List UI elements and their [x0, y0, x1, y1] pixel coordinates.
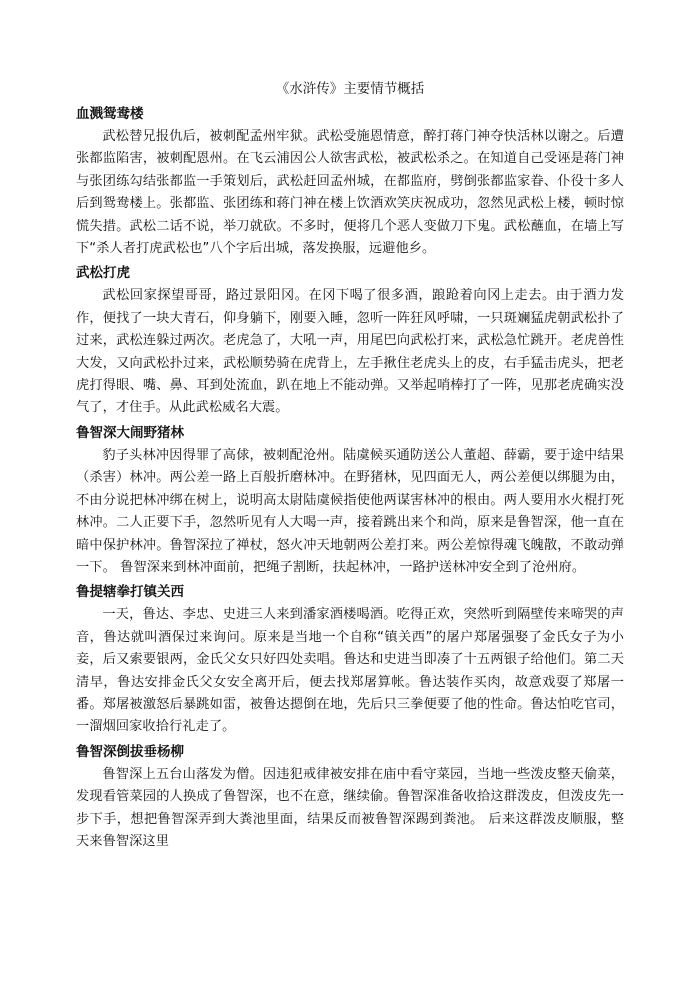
- section-blood-mandarin-duck-tower: [76, 104, 624, 260]
- section-wusong-fights-tiger: [76, 263, 624, 419]
- section-paragraph: 一天，鲁达、李忠、史进三人来到潘家酒楼喝酒。吃得正欢，突然听到隔壁传来啼哭的声音，鲁达就叫酒保过来询问。原来是当地一个自称“镇关西”的屠户郑屠强娶了金氏女子为小妾，后又索要银两，金氏父女只好四处卖唱。鲁达和史进当即凑了十五两银子给他们。第二天清早，鲁达安排金氏父女安全离开后，便去找郑屠算帐。鲁达装作买肉，故意戏耍了郑屠一番。郑屠被激怒后暴跳如雷，被鲁达摁倒在地，先后只三拳便要了他的性命。鲁达怕吃官司，一溜烟回家收拾行礼走了。: [76, 607, 624, 735]
- section-paragraph: 武松替兄报仇后，被刺配孟州牢狱。武松受施恩情意，醉打蒋门神夺快活林以谢之。后遭张都监陷害，被刺配恩州。在飞云浦因公人欲害武松，被武松杀之。在知道自己受诬是蒋门神与张团练勾结张都监一手策划后，武松赶回孟州城，在都监府，劈倒张都监家眷、仆役十多人后到鸳鸯楼上。张都监、张团练和蒋门神在楼上饮酒欢笑庆祝成功，忽然见武松上楼，顿时惊慌失措。武松二话不说，举刀就砍。不多时，便将几个恶人变做刀下鬼。武松蘸血，在墙上写下“杀人者打虎武松也”八个字后出城，落发换服，远避他乡。: [76, 129, 624, 257]
- section-heading: 血溅鸳鸯楼: [76, 106, 144, 122]
- section-heading: 鲁智深大闹野猪林: [76, 424, 184, 441]
- section-paragraph: 豹子头林冲因得罪了高俅，被刺配沧州。陆虞候买通防送公人董超、薛霸，要于途中结果（杀害）林冲。两公差一路上百般折磨林冲。在野猪林，见四面无人，两公差便以绑腿为由，不由分说把林冲绑在树上，说明高太尉陆虞候指使他两谋害林冲的根由。两人要用水火棍打死林冲。二人正要下手，忽然听见有人大喝一声，接着跳出来个和尚，原来是鲁智深，他一直在暗中保护林冲。鲁智深拉了禅杖，怒火冲天地朝两公差打来。两公差惊得魂飞魄散，不敢动弹一下。 鲁智深来到林冲面前，把绳子割断，扶起林冲，一路护送林冲安全到了沧州府。: [76, 447, 624, 575]
- section-lu-tixia-punches-zhenguanxi: [76, 582, 624, 738]
- section-heading: 武松打虎: [76, 265, 130, 282]
- section-uproots-willow: [76, 742, 624, 854]
- section-paragraph: 鲁智深上五台山落发为僧。因违犯戒律被安排在庙中看守菜园，当地一些泼皮整天偷菜，发现看管菜园的人换成了鲁智深，也不在意，继续偷。鲁智深准备收拾这群泼皮，但泼皮先一步下手，想把鲁智深弄到大粪池里面，结果反而被鲁智深踢到粪池。 后来这群泼皮顺服，整天来鲁智深这里: [76, 766, 624, 849]
- document-title: 《水浒传》主要情节概括: [275, 81, 425, 97]
- section-heading: 鲁智深倒拔垂杨柳: [76, 743, 184, 760]
- section-heading: 鲁提辖拳打镇关西: [76, 584, 184, 601]
- section-paragraph: 武松回家探望哥哥，路过景阳冈。在冈下喝了很多酒，踉跄着向冈上走去。由于酒力发作，便找了一块大青石，仰身躺下，刚要入睡，忽听一阵狂风呼啸，一只斑斓猛虎朝武松扑了过来，武松连躲过两次。老虎急了，大吼一声，用尾巴向武松打来，武松急忙跳开。老虎兽性大发，又向武松扑过来，武松顺势骑在虎背上，左手揪住老虎头上的皮，右手猛击虎头，把老虎打得眼、嘴、鼻、耳到处流血，趴在地上不能动弹。又举起哨棒打了一阵，见那老虎确实没气了，才住手。从此武松威名大震。: [76, 288, 624, 416]
- section-wild-boar-forest: [76, 423, 624, 579]
